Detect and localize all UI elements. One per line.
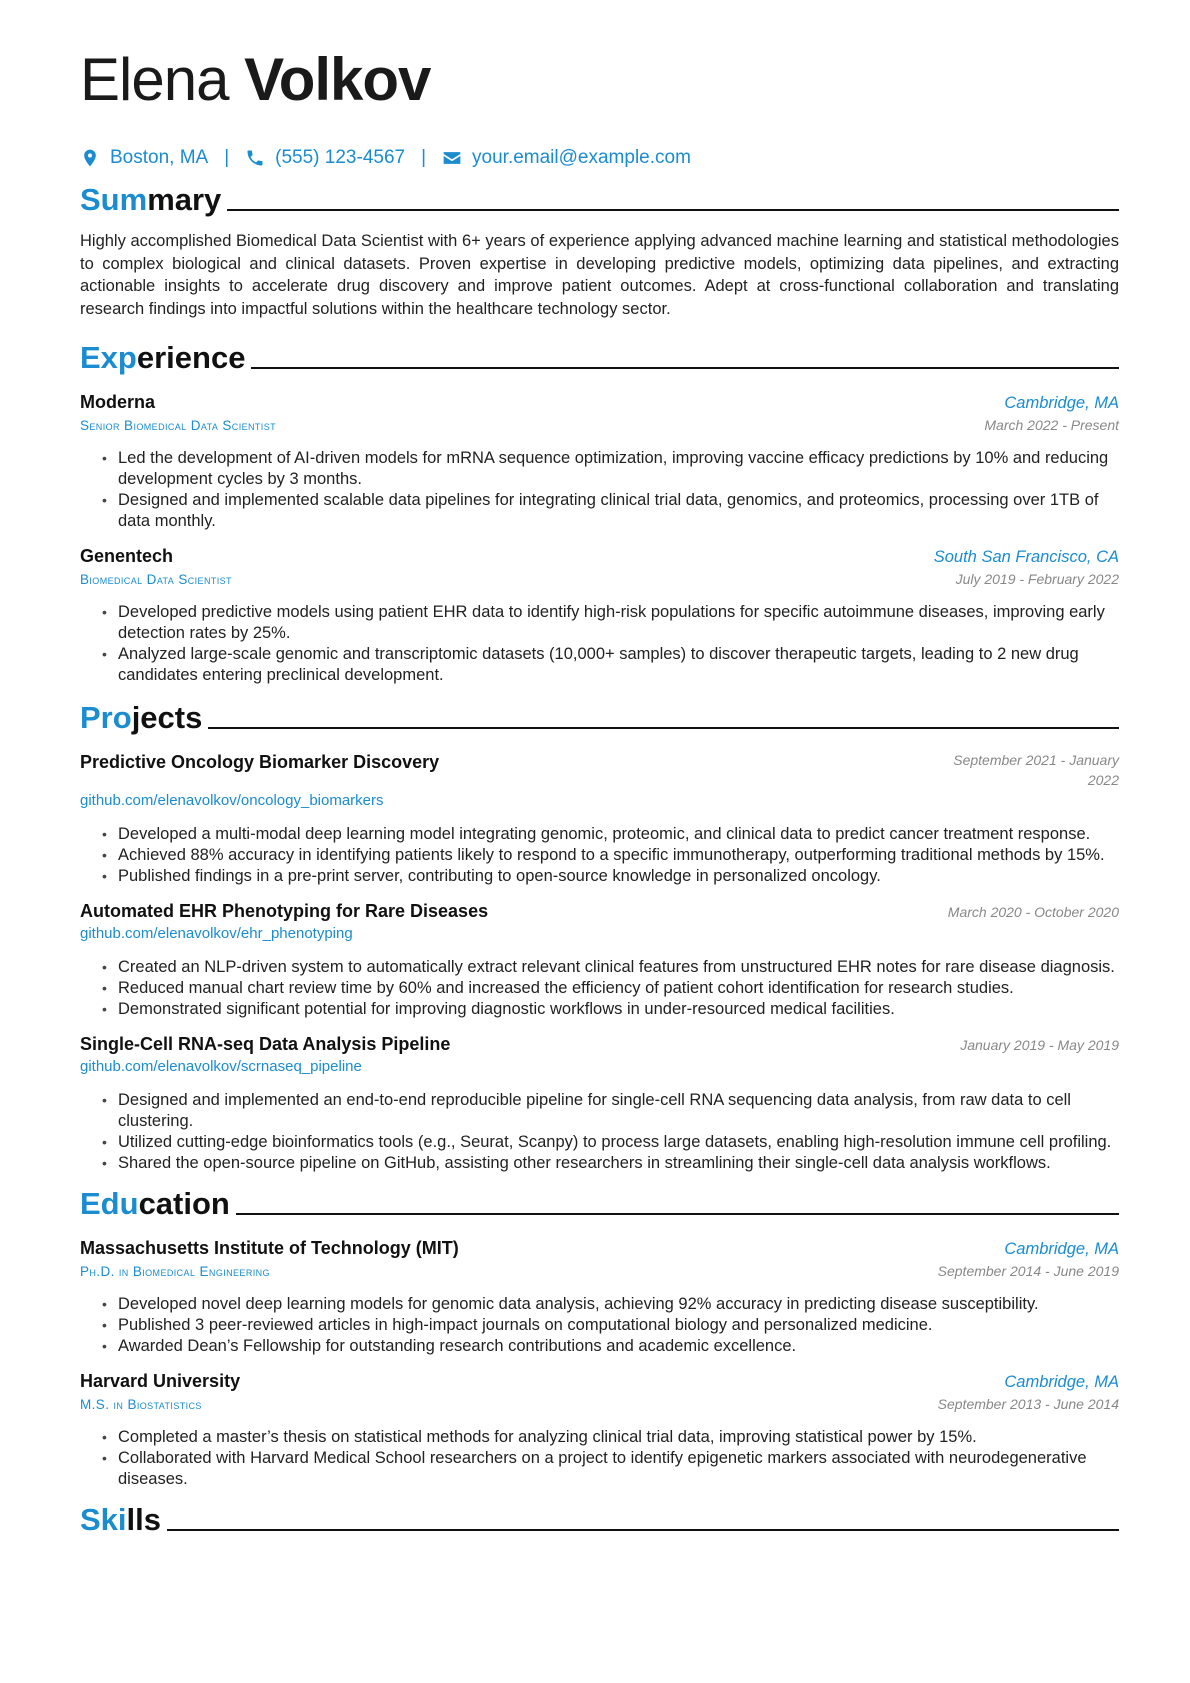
- degree-title: Ph.D. in Biomedical Engineering: [80, 1264, 270, 1279]
- bullet-list: [80, 824, 1119, 887]
- degree-dates: September 2014 - June 2019: [937, 1263, 1119, 1279]
- contact-separator: |: [421, 147, 427, 168]
- bullet-list: [80, 448, 1119, 532]
- project-dates: September 2021 - January 2022: [953, 752, 1119, 788]
- bullet-item: • Demonstrated significant potential for improving diagnostic workflows in under-resourced medical facilities.: [102, 999, 1119, 1020]
- bullet-list: [80, 1427, 1119, 1490]
- bullet-item: • Achieved 88% accuracy in identifying patients likely to respond to a specific immunotherapy, outperforming traditional methods by 15%.: [102, 845, 1119, 866]
- bullet-item: • Collaborated with Harvard Medical School researchers on a project to identify epigenetic markers associated with neurodegenerative diseases.: [102, 1448, 1119, 1490]
- section-title: Projects: [80, 700, 203, 735]
- bullet-item: • Developed predictive models using patient EHR data to identify high-risk populations for specific autoimmune diseases, improving early detection rates by 25%.: [102, 602, 1119, 644]
- project-link[interactable]: github.com/elenavolkov/scrnaseq_pipeline: [80, 1058, 362, 1075]
- section-rule: [236, 1213, 1119, 1215]
- job-title: Biomedical Data Scientist: [80, 572, 232, 587]
- email-text: your.email@example.com: [472, 147, 691, 168]
- project-dates: March 2020 - October 2020: [947, 904, 1119, 920]
- bullet-item: • Designed and implemented an end-to-end reproducible pipeline for single-cell RNA sequencing data analysis, from raw data to cell clustering.: [102, 1090, 1119, 1132]
- degree-dates: September 2013 - June 2014: [937, 1396, 1119, 1412]
- bullet-item: • Developed a multi-modal deep learning model integrating genomic, proteomic, and clinical data to predict cancer treatment response.: [102, 824, 1119, 845]
- school-location: Cambridge, MA: [1004, 1240, 1119, 1258]
- bullet-item: • Reduced manual chart review time by 60% and increased the efficiency of patient cohort identification for research studies.: [102, 978, 1119, 999]
- contact-separator: |: [224, 147, 230, 168]
- school-name: Harvard University: [80, 1371, 241, 1391]
- section-title: Summary: [80, 182, 222, 217]
- section-rule: [208, 727, 1119, 729]
- school-name: Massachusetts Institute of Technology (MIT): [80, 1238, 459, 1258]
- bullet-item: • Created an NLP-driven system to automatically extract relevant clinical features from unstructured EHR notes for rare disease diagnosis.: [102, 957, 1119, 978]
- education-entry: [80, 1369, 1119, 1490]
- employer-location: South San Francisco, CA: [933, 548, 1119, 566]
- bullet-list: [80, 1090, 1119, 1174]
- project-dates: January 2019 - May 2019: [960, 1037, 1119, 1053]
- bullet-item: • Utilized cutting-edge bioinformatics tools (e.g., Seurat, Scanpy) to process large datasets, enabling high-resolution immune cell profiling.: [102, 1132, 1119, 1153]
- project-name: Automated EHR Phenotyping for Rare Diseases: [80, 901, 489, 921]
- section-experience-header: [80, 336, 1119, 376]
- section-rule: [227, 209, 1119, 211]
- degree-title: M.S. in Biostatistics: [80, 1397, 202, 1412]
- bullet-item: • Published 3 peer-reviewed articles in high-impact journals on computational biology and personalized medicine.: [102, 1315, 1119, 1336]
- project-entry: [80, 899, 1119, 1020]
- education-entry: [80, 1236, 1119, 1357]
- section-education-header: [80, 1182, 1119, 1222]
- contact-bar: [80, 146, 1119, 170]
- last-name: Volkov: [244, 46, 431, 113]
- project-name: Predictive Oncology Biomarker Discovery: [80, 752, 440, 772]
- resume-page: [80, 40, 1119, 1538]
- project-entry: [80, 1032, 1119, 1174]
- map-pin-icon: [80, 148, 100, 168]
- bullet-item: • Shared the open-source pipeline on GitHub, assisting other researchers in streamlining their single-cell data analysis workflows.: [102, 1153, 1119, 1174]
- contact-location: [80, 147, 208, 169]
- bullet-item: • Completed a master’s thesis on statistical methods for analyzing clinical trial data, improving statistical power by 15%.: [102, 1427, 1119, 1448]
- summary-text: Highly accomplished Biomedical Data Scientist with 6+ years of experience applying advanced machine learning and statistical methodologies to complex biological and clinical datasets. Proven expertise in developing predictive models, optimizing data pipelines, and extracting actionable insights to accelerate drug discovery and improve patient outcomes. Adept at cross-functional collaboration and translating research findings into impactful solutions within the healthcare technology sector.: [80, 232, 1119, 318]
- section-summary-header: [80, 178, 1119, 218]
- employer-name: Genentech: [80, 546, 174, 566]
- bullet-list: [80, 957, 1119, 1020]
- bullet-item: • Developed novel deep learning models for genomic data analysis, achieving 92% accuracy in predicting disease susceptibility.: [102, 1294, 1119, 1315]
- project-entry: [80, 750, 1119, 887]
- phone-text: (555) 123-4567: [275, 147, 406, 168]
- first-name: Elena: [80, 46, 229, 113]
- bullet-item: • Analyzed large-scale genomic and transcriptomic datasets (10,000+ samples) to discover therapeutic targets, leading to 2 new drug candidates entering preclinical development.: [102, 644, 1119, 686]
- location-text: Boston, MA: [110, 147, 209, 168]
- school-location: Cambridge, MA: [1004, 1373, 1119, 1391]
- experience-entry: [80, 390, 1119, 532]
- contact-email[interactable]: [442, 147, 691, 169]
- section-rule: [251, 367, 1119, 369]
- employer-name: Moderna: [80, 392, 156, 412]
- section-rule: [167, 1529, 1119, 1531]
- bullet-item: • Published findings in a pre-print server, contributing to open-source knowledge in personalized oncology.: [102, 866, 1119, 887]
- project-link[interactable]: github.com/elenavolkov/ehr_phenotyping: [80, 925, 353, 942]
- section-skills-header: [80, 1498, 1119, 1538]
- candidate-name: [80, 40, 1119, 122]
- experience-entry: [80, 544, 1119, 686]
- job-dates: July 2019 - February 2022: [955, 571, 1119, 587]
- section-title: Skills: [80, 1502, 161, 1537]
- section-projects-header: [80, 696, 1119, 736]
- contact-phone[interactable]: [245, 147, 405, 169]
- employer-location: Cambridge, MA: [1004, 394, 1119, 412]
- section-title: Experience: [80, 340, 246, 375]
- phone-icon: [245, 148, 265, 168]
- project-link[interactable]: github.com/elenavolkov/oncology_biomarkers: [80, 792, 384, 809]
- project-name: Single-Cell RNA-seq Data Analysis Pipeline: [80, 1034, 451, 1054]
- bullet-list: [80, 1294, 1119, 1357]
- bullet-item: • Awarded Dean’s Fellowship for outstanding research contributions and academic excellence.: [102, 1336, 1119, 1357]
- bullet-item: • Led the development of AI-driven models for mRNA sequence optimization, improving vaccine efficacy predictions by 10% and reducing development cycles by 3 months.: [102, 448, 1119, 490]
- job-title: Senior Biomedical Data Scientist: [80, 418, 276, 433]
- job-dates: March 2022 - Present: [984, 417, 1119, 433]
- bullet-list: [80, 602, 1119, 686]
- section-title: Education: [80, 1186, 230, 1221]
- envelope-icon: [442, 148, 462, 168]
- bullet-item: • Designed and implemented scalable data pipelines for integrating clinical trial data, genomics, and proteomics, processing over 1TB of data monthly.: [102, 490, 1119, 532]
